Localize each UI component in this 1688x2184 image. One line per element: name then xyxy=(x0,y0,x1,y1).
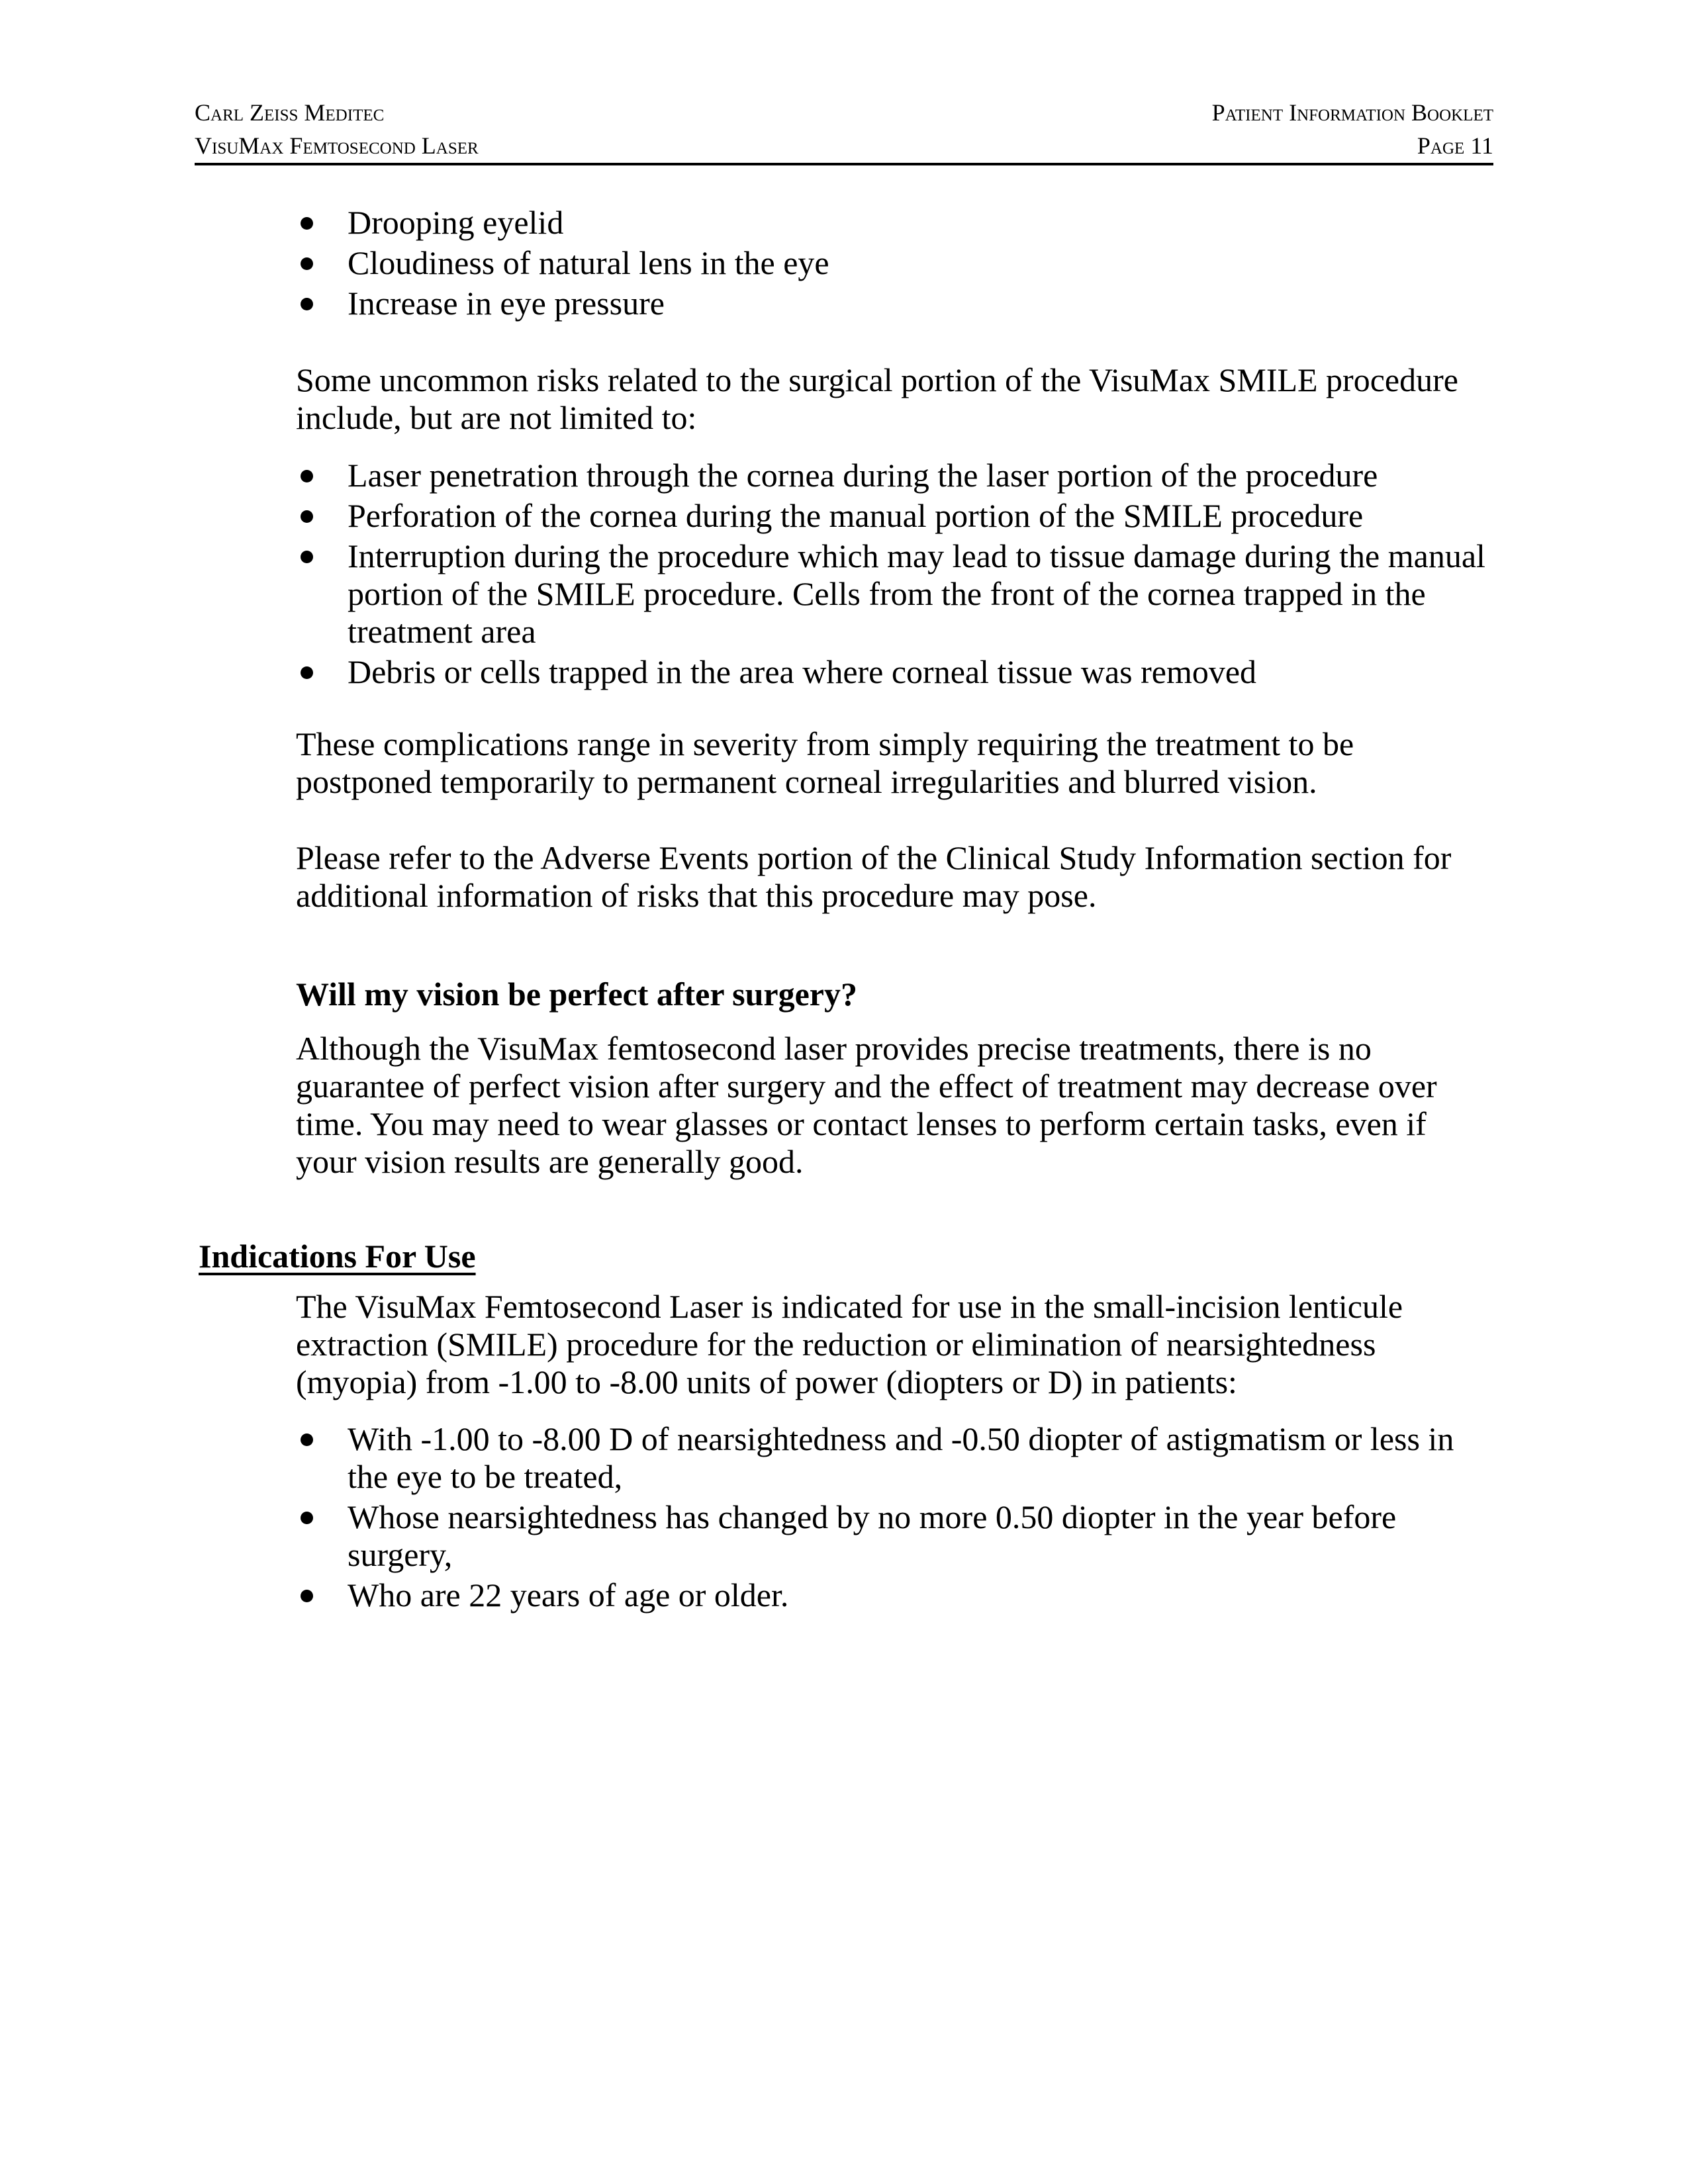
refer-paragraph-block xyxy=(296,839,1474,915)
list-item: Increase in eye pressure xyxy=(296,285,1487,322)
common-risks-list-block xyxy=(296,204,1487,325)
header-company: Carl Zeiss Meditec xyxy=(195,99,385,126)
header-page-number: Page 11 xyxy=(1417,132,1493,159)
complications-paragraph: These complications range in severity from simply requiring the treatment to be postponed temporarily to permanent corneal irregularities and blurred vision. xyxy=(296,725,1354,800)
vision-question-block xyxy=(296,976,1487,1013)
list-item: Laser penetration through the cornea during the laser portion of the procedure xyxy=(296,457,1487,494)
list-item: Who are 22 years of age or older. xyxy=(296,1576,1501,1614)
bullet-icon xyxy=(301,257,313,270)
list-item: Interruption during the procedure which may lead to tissue damage during the manual portion of the SMILE procedure. Cells from the front of the cornea trapped in the treatment area xyxy=(296,537,1487,651)
list-item: With -1.00 to -8.00 D of nearsightedness and -0.50 diopter of astigmatism or less in the eye to be treated, xyxy=(296,1420,1501,1496)
bullet-icon xyxy=(301,1590,313,1602)
bullet-icon xyxy=(301,298,313,310)
uncommon-risks-intro: Some uncommon risks related to the surgical portion of the VisuMax SMILE procedure include, but are not limited to: xyxy=(296,361,1458,436)
list-item: Perforation of the cornea during the manual portion of the SMILE procedure xyxy=(296,497,1487,535)
bullet-icon xyxy=(301,217,313,230)
bullet-icon xyxy=(301,666,313,679)
list-item: Drooping eyelid xyxy=(296,204,1487,242)
indications-criteria-list xyxy=(296,1420,1501,1614)
indications-heading: Indications For Use xyxy=(199,1238,476,1275)
header-product: VisuMax Femtosecond Laser xyxy=(195,132,479,159)
uncommon-risks-list-block xyxy=(296,457,1487,694)
uncommon-risks-list xyxy=(296,457,1487,691)
indications-intro-paragraph: The VisuMax Femtosecond Laser is indicated for use in the small-incision lenticule extraction (SMILE) procedure for the reduction or elimination of nearsightedness (myopia) from -1.00 to -8.00 units of power (diopters or D) in patients: xyxy=(296,1288,1403,1400)
refer-paragraph: Please refer to the Adverse Events portion of the Clinical Study Information section for additional information of risks that this procedure may pose. xyxy=(296,839,1452,914)
bullet-icon xyxy=(301,1512,313,1524)
indications-intro-block xyxy=(296,1288,1474,1401)
complications-paragraph-block xyxy=(296,725,1421,801)
bullet-icon xyxy=(301,1433,313,1446)
list-item: Cloudiness of natural lens in the eye xyxy=(296,244,1487,282)
uncommon-risks-intro-block xyxy=(296,361,1474,437)
bullet-icon xyxy=(301,470,313,482)
bullet-icon xyxy=(301,551,313,563)
vision-answer-paragraph: Although the VisuMax femtosecond laser provides precise treatments, there is no guarantee of perfect vision after surgery and the effect of treatment may decrease over time. You may need to wear glasses or contact lenses to perform certain tasks, even if your vision results are generally good. xyxy=(296,1030,1437,1180)
indications-criteria-block xyxy=(296,1420,1501,1617)
list-item: Whose nearsightedness has changed by no more 0.50 diopter in the year before surgery, xyxy=(296,1498,1501,1574)
list-item: Debris or cells trapped in the area where corneal tissue was removed xyxy=(296,653,1487,691)
vision-answer-block xyxy=(296,1030,1474,1181)
header-doc-title: Patient Information Booklet xyxy=(1211,99,1493,126)
common-risks-list xyxy=(296,204,1487,322)
header-rule xyxy=(195,163,1493,165)
bullet-icon xyxy=(301,510,313,523)
vision-question-heading: Will my vision be perfect after surgery? xyxy=(296,976,857,1013)
